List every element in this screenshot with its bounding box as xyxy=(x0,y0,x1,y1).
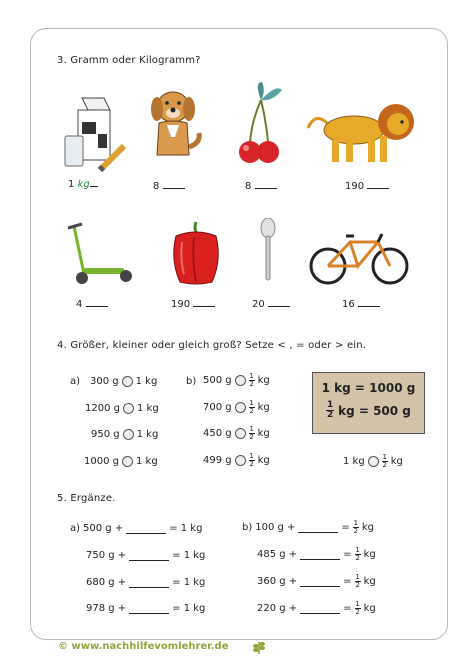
section-3-heading: 3. Gramm oder Kilogramm? xyxy=(57,55,201,66)
answer-blank[interactable] xyxy=(129,604,169,614)
fill-row: 750 g + = 1 kg xyxy=(86,550,206,561)
answer-blank[interactable] xyxy=(300,604,340,614)
bicycle-icon xyxy=(308,230,410,286)
bell-pepper-icon xyxy=(170,220,222,286)
compare-row: 700 g $\frac{1}{2}$ kg xyxy=(203,399,270,415)
dog-icon xyxy=(145,85,205,167)
fraction: $\frac{1}{2}$ xyxy=(355,600,360,616)
info-box xyxy=(312,372,425,434)
answer-circle[interactable] xyxy=(235,402,246,413)
lion-icon xyxy=(306,100,418,166)
compare-row: 1200 g 1 kg xyxy=(85,403,159,414)
answer-blank[interactable] xyxy=(300,550,340,560)
fill-row: 360 g + = $\frac{1}{2}$ kg xyxy=(257,573,376,589)
info-line-1: 1 kg = 1000 g xyxy=(321,381,416,395)
fraction: $\frac{1}{2}$ xyxy=(353,519,359,535)
info-line-2: 1 2 kg = 500 g xyxy=(326,400,411,420)
answer-circle[interactable] xyxy=(368,456,379,467)
answer-circle[interactable] xyxy=(122,376,133,387)
fraction: $\frac{1}{2}$ xyxy=(382,453,387,469)
compare-row: 300 g 1 kg xyxy=(90,376,158,387)
answer-blank[interactable] xyxy=(126,524,166,534)
item-1-label: 1 kg xyxy=(68,179,98,190)
answer-blank[interactable] xyxy=(129,551,169,561)
fill-row: 220 g + = $\frac{1}{2}$ kg xyxy=(257,600,376,616)
item-2-label: 8 xyxy=(153,179,185,192)
item-7-label: 20 xyxy=(252,297,290,310)
fill-row: 485 g + = $\frac{1}{2}$ kg xyxy=(257,546,376,562)
answer-blank[interactable] xyxy=(300,577,340,587)
answer-circle[interactable] xyxy=(123,403,134,414)
item-8-label: 16 xyxy=(342,297,380,310)
compare-row: 450 g $\frac{1}{2}$ kg xyxy=(203,425,270,441)
fraction: $\frac{1}{2}$ xyxy=(249,399,254,415)
fraction: $\frac{1}{2}$ xyxy=(249,452,254,468)
fill-row: 978 g + = 1 kg xyxy=(86,603,206,614)
answer-circle[interactable] xyxy=(122,456,133,467)
fill-row: b) 100 g + = $\frac{1}{2}$ kg xyxy=(242,519,374,535)
answer-blank[interactable] xyxy=(129,578,169,588)
fraction: $\frac{1}{2}$ xyxy=(249,372,254,388)
compare-row: 1000 g 1 kg xyxy=(84,456,158,467)
answer-circle[interactable] xyxy=(235,428,246,439)
answer-circle[interactable] xyxy=(235,455,246,466)
section-5-heading: 5. Ergänze. xyxy=(57,493,116,504)
item-4-label: 190 xyxy=(345,179,389,192)
item-5-label: 4 xyxy=(76,297,108,310)
fraction: $\frac{1}{2}$ xyxy=(249,425,254,441)
footer-copyright[interactable]: © www.nachhilfevomlehrer.de xyxy=(58,641,229,652)
compare-row: 500 g $\frac{1}{2}$ kg xyxy=(203,372,270,388)
item-6-label: 190 xyxy=(171,297,215,310)
leaf-icon xyxy=(252,639,266,655)
answer-circle[interactable] xyxy=(123,429,134,440)
milk-carton-icon xyxy=(60,88,130,174)
section-4-heading: 4. Größer, kleiner oder gleich groß? Setze < , = oder > ein. xyxy=(57,340,367,351)
spoon-icon xyxy=(258,218,278,284)
part-a-label: a) xyxy=(70,376,81,387)
fill-row: 680 g + = 1 kg xyxy=(86,577,206,588)
answer-blank[interactable] xyxy=(298,523,338,533)
part-b-label: b) xyxy=(186,376,197,387)
scooter-icon xyxy=(66,222,136,286)
cherries-icon xyxy=(236,80,286,170)
answer-circle[interactable] xyxy=(235,375,246,386)
compare-row: 499 g $\frac{1}{2}$ kg xyxy=(203,452,270,468)
compare-row: 950 g 1 kg xyxy=(91,429,159,440)
fraction: $\frac{1}{2}$ xyxy=(355,573,360,589)
fraction: $\frac{1}{2}$ xyxy=(355,546,360,562)
compare-row: 1 kg $\frac{1}{2}$ kg xyxy=(343,453,403,469)
fill-row: a) 500 g + = 1 kg xyxy=(70,523,203,534)
item-3-label: 8 xyxy=(245,179,277,192)
